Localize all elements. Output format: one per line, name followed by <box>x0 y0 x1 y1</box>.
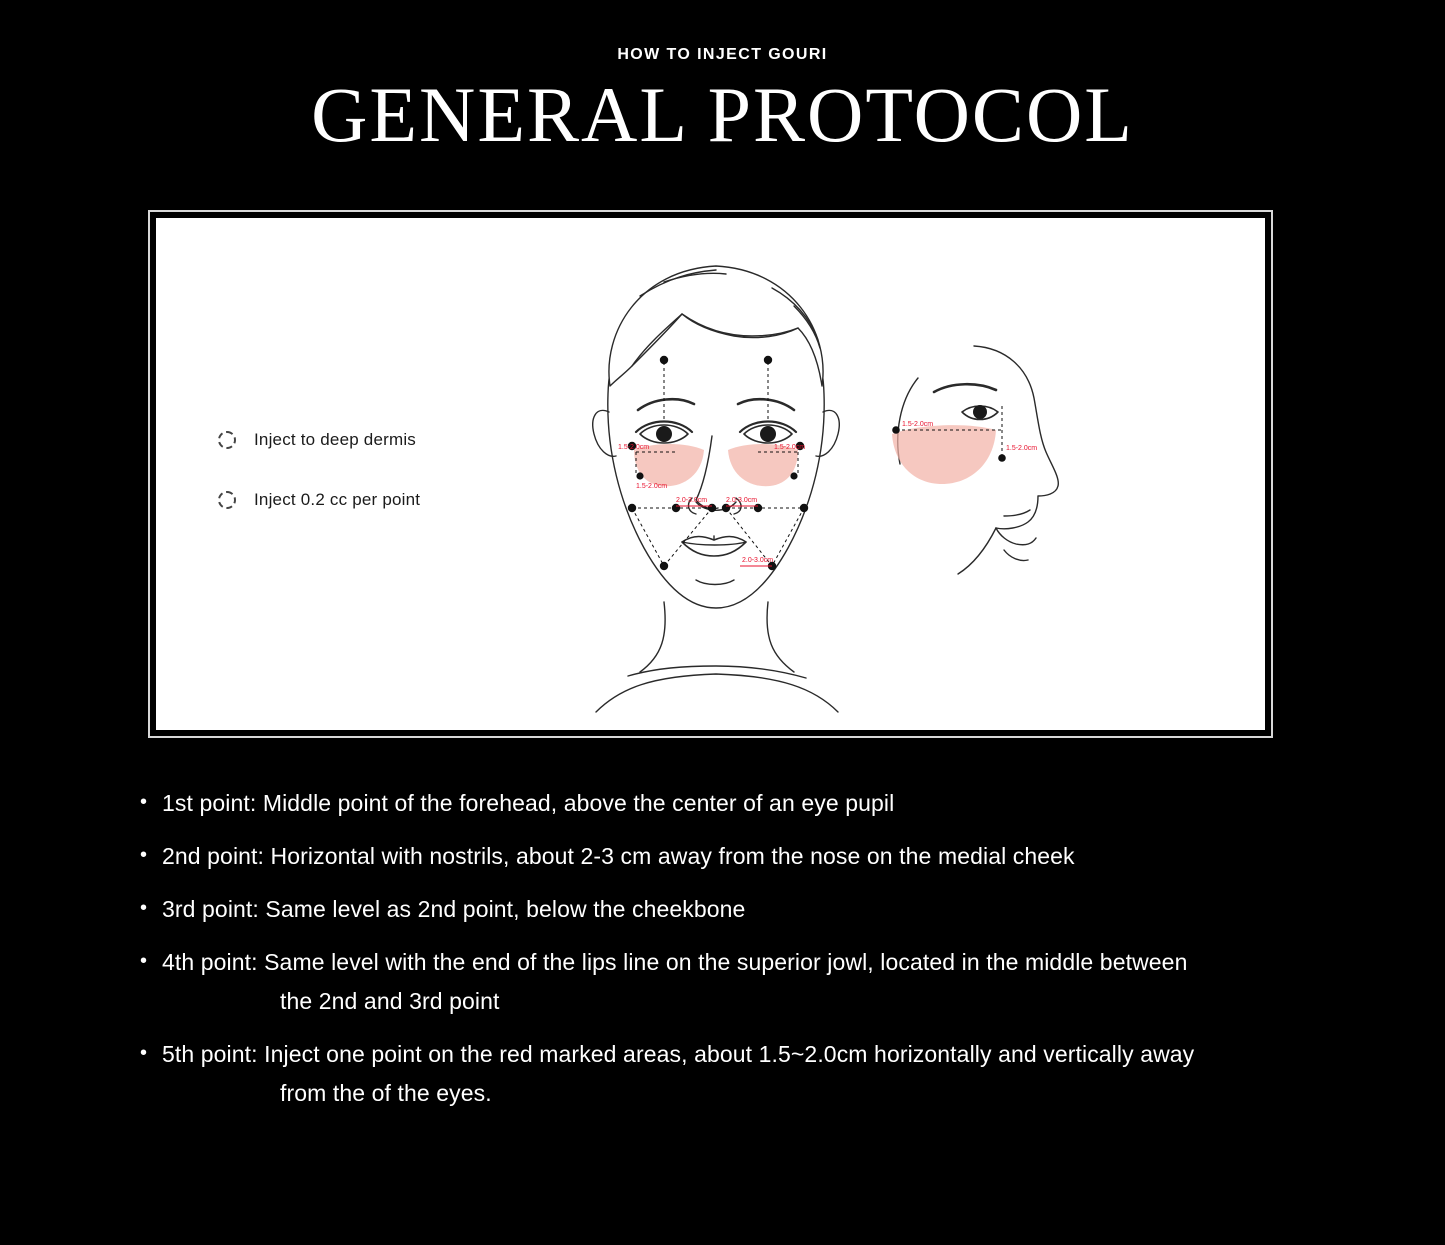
list-item-text <box>162 947 1340 1017</box>
bullet-icon: • <box>140 950 148 973</box>
dashed-circle-icon <box>218 431 236 449</box>
measure-label-profile-vertical: 1.5-2.0cm <box>1006 445 1038 452</box>
measure-label-right-outer-eye: 1.5-2.0cm <box>774 444 806 451</box>
legend <box>218 430 548 550</box>
measure-label-left-cheek: 2.0-3.0cm <box>676 497 708 504</box>
dashed-circle-icon <box>218 491 236 509</box>
legend-item-label: Inject 0.2 cc per point <box>254 490 421 509</box>
diagram-panel <box>148 210 1273 738</box>
bullet-icon: • <box>140 791 148 813</box>
list-item-line: 5th point: Inject one point on the red marked areas, about 1.5~2.0cm horizontally and vertically away <box>162 1041 1195 1068</box>
profile-face-illustration <box>856 338 1116 598</box>
list-item <box>140 841 1340 872</box>
instruction-list <box>140 788 1340 1131</box>
list-item <box>140 788 1340 819</box>
measure-label-left-lower-eye: 1.5-2.0cm <box>636 483 668 490</box>
measure-label-lower-jowl: 2.0-3.0cm <box>742 557 774 564</box>
list-item-text: 3rd point: Same level as 2nd point, below the cheekbone <box>162 896 746 923</box>
bullet-icon: • <box>140 897 148 920</box>
list-item-continuation: the 2nd and 3rd point <box>280 988 500 1015</box>
legend-item-label: Inject to deep dermis <box>254 430 417 449</box>
list-item-text: 2nd point: Horizontal with nostrils, about 2-3 cm away from the nose on the medial cheek <box>162 843 1075 870</box>
list-item-text <box>162 1039 1340 1109</box>
list-item-line: 4th point: Same level with the end of the lips line on the superior jowl, located in the middle between <box>162 949 1188 976</box>
legend-item <box>218 490 548 510</box>
bullet-icon: • <box>140 1042 148 1065</box>
measure-label-right-cheek: 2.0-3.0cm <box>726 497 758 504</box>
bullet-icon: • <box>140 844 148 867</box>
list-item-continuation: from the of the eyes. <box>280 1080 492 1107</box>
legend-item <box>218 430 548 450</box>
diagram-canvas <box>156 218 1265 730</box>
list-item <box>140 1039 1340 1109</box>
page-eyebrow: HOW TO INJECT GOURI <box>617 46 828 63</box>
list-item <box>140 894 1340 925</box>
measure-label-left-outer-eye: 1.5-2.0cm <box>618 444 650 451</box>
list-item-text: 1st point: Middle point of the forehead, above the center of an eye pupil <box>162 790 895 816</box>
measure-label-profile-horizontal: 1.5-2.0cm <box>902 421 934 428</box>
list-item <box>140 947 1340 1017</box>
page-title: GENERAL PROTOCOL <box>311 71 1134 158</box>
